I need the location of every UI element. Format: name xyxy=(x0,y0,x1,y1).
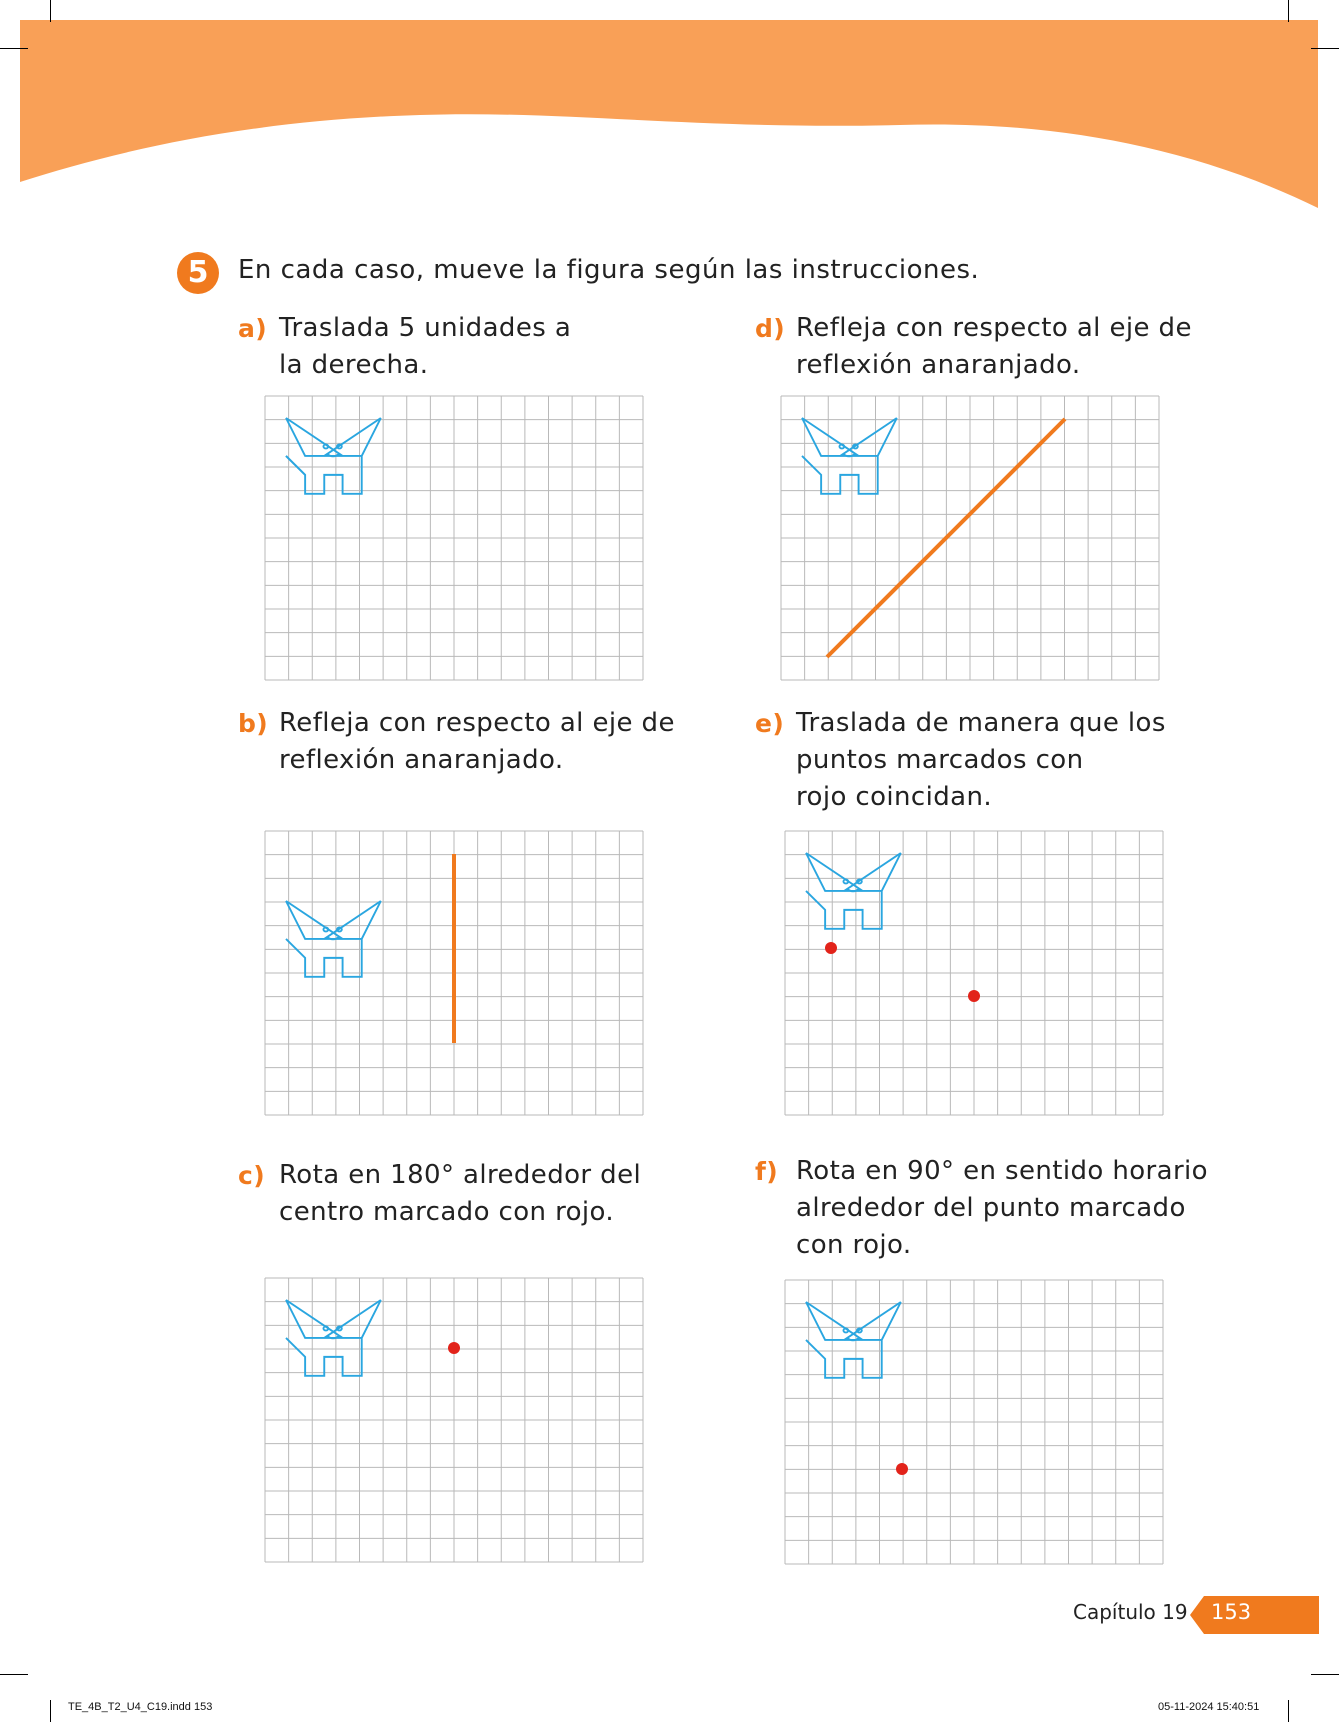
crop-mark xyxy=(0,1674,28,1675)
crop-mark xyxy=(50,0,51,22)
item-text-line: Rota en 90° en sentido horario xyxy=(796,1156,1208,1186)
cat-figure xyxy=(286,901,381,977)
item-letter: f) xyxy=(755,1157,779,1186)
item-letter: a) xyxy=(238,314,268,343)
item-text-line: Refleja con respecto al eje de xyxy=(279,708,675,738)
grid-lines xyxy=(781,396,1159,680)
print-slug-file: TE_4B_T2_U4_C19.indd 153 xyxy=(68,1701,213,1713)
grid-d xyxy=(780,395,1160,681)
crop-mark xyxy=(0,48,28,49)
red-point xyxy=(448,1342,460,1354)
page-number-tab xyxy=(1190,1596,1319,1634)
red-point xyxy=(825,942,837,954)
exercise-instruction: En cada caso, mueve la figura según las instrucciones. xyxy=(238,255,980,285)
item-text-line: Traslada 5 unidades a xyxy=(279,313,572,343)
red-point xyxy=(968,990,980,1002)
item-text-line: reflexión anaranjado. xyxy=(796,350,1081,380)
grid-c xyxy=(264,1277,644,1563)
grid-e xyxy=(784,830,1164,1116)
item-letter: b) xyxy=(238,709,269,738)
item-text-line: Traslada de manera que los xyxy=(796,708,1166,738)
item-text-line: reflexión anaranjado. xyxy=(279,745,564,775)
item-text-line: con rojo. xyxy=(796,1230,912,1260)
cat-figure xyxy=(806,1302,901,1378)
page-number: 153 xyxy=(1211,1600,1252,1624)
crop-mark xyxy=(1288,0,1289,22)
crop-mark xyxy=(50,1700,51,1722)
grid-lines xyxy=(265,396,643,680)
item-text-line: alrededor del punto marcado xyxy=(796,1193,1186,1223)
chapter-label: Capítulo 19 xyxy=(1073,1600,1188,1624)
cat-figure xyxy=(286,418,381,494)
crop-mark xyxy=(1311,48,1339,49)
item-letter: d) xyxy=(755,314,786,343)
item-text-line: puntos marcados con xyxy=(796,745,1084,775)
red-point xyxy=(896,1463,908,1475)
item-text-line: Rota en 180° alrededor del xyxy=(279,1160,642,1190)
crop-mark xyxy=(1288,1700,1289,1722)
item-text-line: rojo coincidan. xyxy=(796,782,993,812)
grid-b xyxy=(264,830,644,1116)
cat-figure xyxy=(286,1300,381,1376)
item-letter: e) xyxy=(755,709,785,738)
item-letter: c) xyxy=(238,1161,266,1190)
item-text-line: centro marcado con rojo. xyxy=(279,1197,615,1227)
item-text-line: la derecha. xyxy=(279,350,429,380)
print-slug-timestamp: 05-11-2024 15:40:51 xyxy=(1158,1701,1260,1713)
grid-lines xyxy=(265,1278,643,1562)
header-banner xyxy=(0,0,1339,220)
grid-f xyxy=(784,1279,1164,1565)
cat-figure xyxy=(806,853,901,929)
cat-figure xyxy=(802,418,897,494)
crop-mark xyxy=(1311,1674,1339,1675)
grid-lines xyxy=(785,1280,1163,1564)
grid-lines xyxy=(785,831,1163,1115)
item-text-line: Refleja con respecto al eje de xyxy=(796,313,1192,343)
grid-a xyxy=(264,395,644,681)
exercise-number-badge: 5 xyxy=(177,252,219,294)
